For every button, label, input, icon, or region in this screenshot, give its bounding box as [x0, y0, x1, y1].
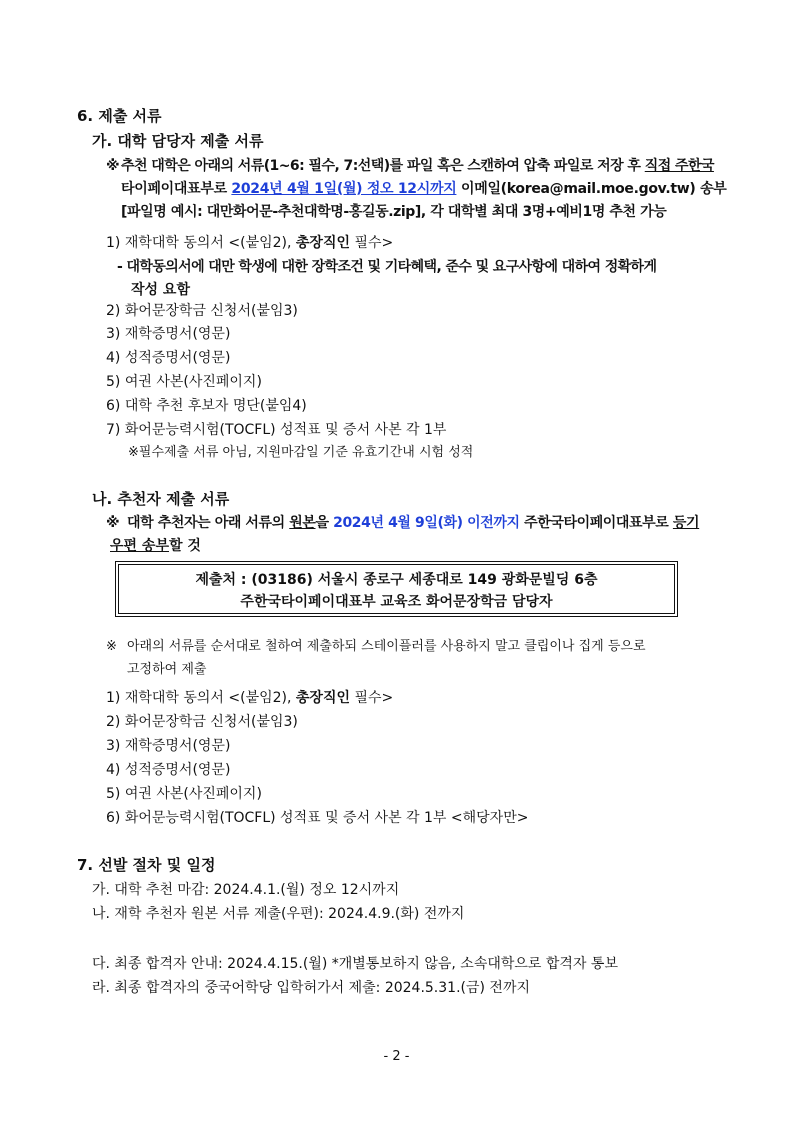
schedule-ga: 가. 대학 추천 마감: 2024.4.1.(월) 정오 12시까지	[92, 882, 400, 898]
ga-note-line-3: [파일명 예시: 대만화어문-추천대학명-홍길동.zip], 각 대학별 최대 3명+예비1명 추천 가능	[121, 204, 667, 220]
submission-address-box	[115, 561, 678, 617]
address-line-1: 제출처 : (03186) 서울시 종로구 세종대로 149 광화문빌딩 6층	[195, 572, 598, 588]
note-mark: ※	[106, 515, 120, 531]
schedule-na: 나. 재학 추천자 원본 서류 제출(우편): 2024.4.9.(화) 전까지	[92, 906, 465, 922]
ga-item-7-note: ※필수제출 서류 아님, 지원마감일 기준 유효기간내 시험 성적	[128, 445, 474, 460]
section-6-na-title: 나. 추천자 제출 서류	[92, 490, 230, 508]
na-item-1: 1) 재학대학 동의서 <(붙임2), 총장직인 필수>	[106, 690, 394, 706]
na-item-3: 3) 재학증명서(영문)	[106, 738, 231, 754]
na-item-5: 5) 여권 사본(사진페이지)	[106, 786, 262, 802]
ga-item-3: 3) 재학증명서(영문)	[106, 326, 231, 342]
na-item-6: 6) 화어문능력시험(TOCFL) 성적표 및 증서 사본 각 1부 <해당자만>	[106, 810, 529, 826]
note-mark: ※	[106, 158, 120, 174]
section-6-ga-title: 가. 대학 담당자 제출 서류	[92, 132, 264, 150]
deadline-date-link: 2024년 4월 9일(화) 이전까지	[333, 515, 520, 531]
note-mark: ※	[106, 639, 117, 654]
ga-item-5: 5) 여권 사본(사진페이지)	[106, 374, 262, 390]
na-item-2: 2) 화어문장학금 신청서(붙임3)	[106, 714, 298, 730]
ga-item-4: 4) 성적증명서(영문)	[106, 350, 231, 366]
ga-item-6: 6) 대학 추천 후보자 명단(붙임4)	[106, 398, 307, 414]
ga-item-2: 2) 화어문장학금 신청서(붙임3)	[106, 303, 298, 319]
na-note2-line-1: 아래의 서류를 순서대로 철하여 제출하되 스테이플러를 사용하지 말고 클립이나 집게 등으로	[127, 639, 646, 654]
ga-item-7: 7) 화어문능력시험(TOCFL) 성적표 및 증서 사본 각 1부	[106, 422, 447, 438]
schedule-ra: 라. 최종 합격자의 중국어학당 입학허가서 제출: 2024.5.31.(금) 전까지	[92, 980, 530, 996]
schedule-da: 다. 최종 합격자 안내: 2024.4.15.(월) *개별통보하지 않음, 소속대학으로 합격자 통보	[92, 956, 618, 972]
na-note-line-1: 대학 추천자는 아래 서류의 원본을 2024년 4월 9일(화) 이전까지 주한국타이페이대표부로 등기	[127, 515, 700, 531]
ga-note-line-2: 타이페이대표부로 2024년 4월 1일(월) 정오 12시까지 이메일(korea@mail.moe.gov.tw) 송부	[121, 181, 727, 197]
ga-note-line-1: 추천 대학은 아래의 서류(1~6: 필수, 7:선택)를 파일 혹은 스캔하여 압축 파일로 저장 후 직접 주한국	[121, 158, 714, 174]
section-7-title: 7. 선발 절차 및 일정	[77, 856, 216, 874]
ga-sub-line-2: 작성 요함	[131, 282, 190, 298]
address-line-2: 주한국타이페이대표부 교육조 화어문장학금 담당자	[240, 594, 553, 610]
na-note2-line-2: 고정하여 제출	[127, 662, 207, 677]
page-number: - 2 -	[383, 1049, 410, 1064]
na-item-4: 4) 성적증명서(영문)	[106, 762, 231, 778]
deadline-date-link: 2024년 4월 1일(월) 정오 12시까지	[231, 181, 457, 197]
section-6-title: 6. 제출 서류	[77, 107, 162, 125]
ga-item-1: 1) 재학대학 동의서 <(붙임2), 총장직인 필수>	[106, 235, 394, 251]
ga-sub-line-1: - 대학동의서에 대만 학생에 대한 장학조건 및 기타혜택, 준수 및 요구사항에 대하여 정확하게	[117, 259, 657, 275]
na-note-line-2: 우편 송부할 것	[110, 538, 201, 554]
